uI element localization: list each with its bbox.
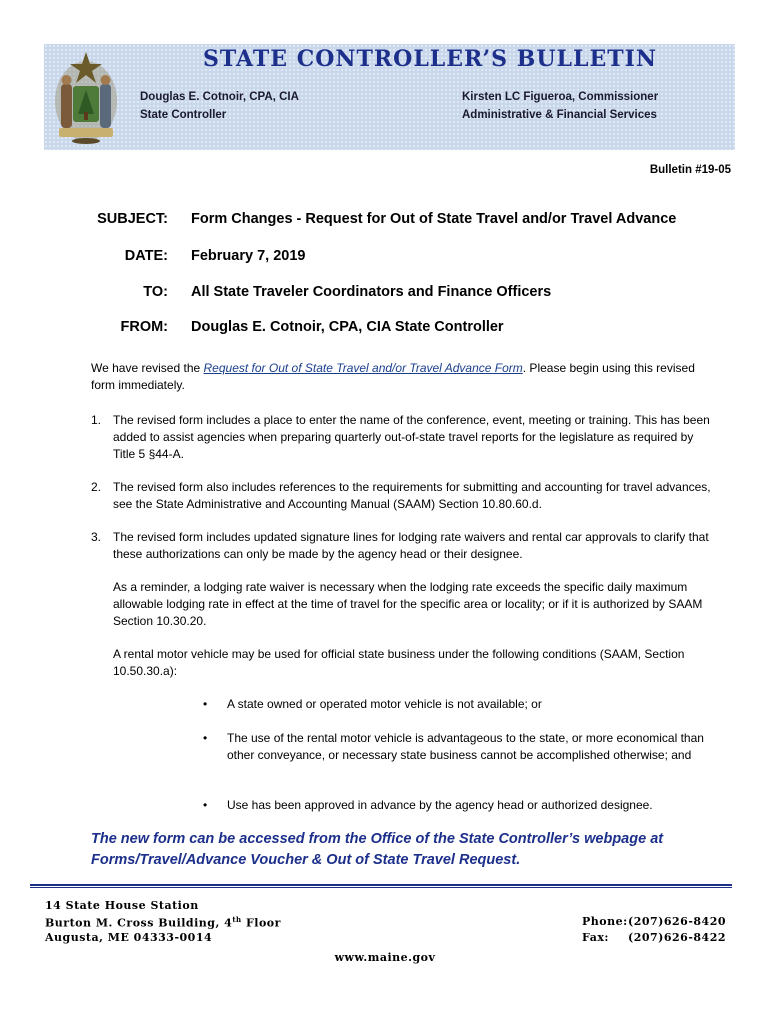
footer-divider-thin <box>30 887 732 888</box>
bullet-3-text: Use has been approved in advance by the agency head or authorized designee. <box>227 798 653 812</box>
maine-state-seal-icon <box>51 46 121 146</box>
footer-fax: (207)626-8422 <box>628 931 727 944</box>
bullet-1-text: A state owned or operated motor vehicle is not available; or <box>227 697 542 711</box>
bulletin-number: Bulletin #19-05 <box>649 164 731 176</box>
bulletin-title: STATE CONTROLLER’S BULLETIN <box>203 46 657 72</box>
bullet-2-glyph: • <box>203 731 208 745</box>
footer-website-link[interactable]: www.maine.gov <box>334 951 436 964</box>
controller-name: Douglas E. Cotnoir, CPA, CIA <box>140 91 299 103</box>
footer-address-line1: 14 State House Station <box>45 899 199 912</box>
footer-divider <box>30 884 732 886</box>
intro-paragraph <box>91 360 711 394</box>
intro-suffix: . Please begin using this revised form immediately. <box>91 361 695 392</box>
footer-address-sup: th <box>232 915 242 924</box>
item-3-text: The revised form includes updated signature lines for lodging rate waivers and rental car approvals to clarify that these authorizations can only be made by the agency head or their designee. <box>113 530 709 561</box>
footer-address-line3: Augusta, ME 04333-0014 <box>45 931 213 944</box>
item-3-number: 3. <box>91 530 102 544</box>
controller-role: State Controller <box>140 109 227 121</box>
bullet-3-glyph: • <box>203 798 208 812</box>
intro-prefix: We have revised the <box>91 361 204 375</box>
item-2-text: The revised form also includes references to the requirements for submitting and accounting for travel advances, see the State Administrative and Accounting Manual (SAAM) Section 10.80.60.d. <box>113 480 711 511</box>
bullet-2-text: The use of the rental motor vehicle is advantageous to the state, or more economical than other conveyance, or necessary state business cannot be accomplished otherwise; and <box>227 731 704 762</box>
subject-label: SUBJECT: <box>97 211 168 227</box>
closing-note: The new form can be accessed from the Office of the State Controller’s webpage at Forms/Travel/Advance Voucher & Out of State Travel Request. <box>91 831 664 868</box>
item-1-text: The revised form includes a place to enter the name of the conference, event, meeting or training. This has been added to assist agencies when preparing quarterly out-of-state travel reports for the legislature as required by Title 5 §44-A. <box>113 413 710 461</box>
date-value: February 7, 2019 <box>191 248 306 264</box>
reminder-paragraph: As a reminder, a lodging rate waiver is necessary when the lodging rate exceeds the specific daily maximum allowable lodging rate in effect at the time of travel for the specific area or locality; or if it is authorized by SAAM Section 10.30.20. <box>113 580 703 628</box>
footer-fax-label: Fax: <box>582 931 609 944</box>
footer-address-line2 <box>45 915 281 930</box>
footer-phone-label: Phone: <box>582 915 628 928</box>
from-label: FROM: <box>120 319 168 335</box>
date-label: DATE: <box>124 248 168 264</box>
to-label: TO: <box>143 284 168 300</box>
footer-address-building: Burton M. Cross Building, 4 <box>45 916 233 930</box>
item-2-number: 2. <box>91 480 102 494</box>
to-value: All State Traveler Coordinators and Finance Officers <box>191 284 552 300</box>
footer-phone: (207)626-8420 <box>628 915 727 928</box>
from-value: Douglas E. Cotnoir, CPA, CIA State Controller <box>191 319 504 335</box>
subject-value: Form Changes - Request for Out of State Travel and/or Travel Advance <box>191 211 677 227</box>
request-form-link[interactable]: Request for Out of State Travel and/or Travel Advance Form <box>203 361 523 375</box>
commissioner-name: Kirsten LC Figueroa, Commissioner <box>462 91 659 103</box>
footer-address-floor: Floor <box>241 916 281 930</box>
rental-intro-paragraph: A rental motor vehicle may be used for official state business under the following conditions (SAAM, Section 10.50.30.a): <box>113 647 685 678</box>
bullet-1-glyph: • <box>203 697 208 711</box>
item-1-number: 1. <box>91 413 102 427</box>
commissioner-role: Administrative & Financial Services <box>462 109 657 121</box>
